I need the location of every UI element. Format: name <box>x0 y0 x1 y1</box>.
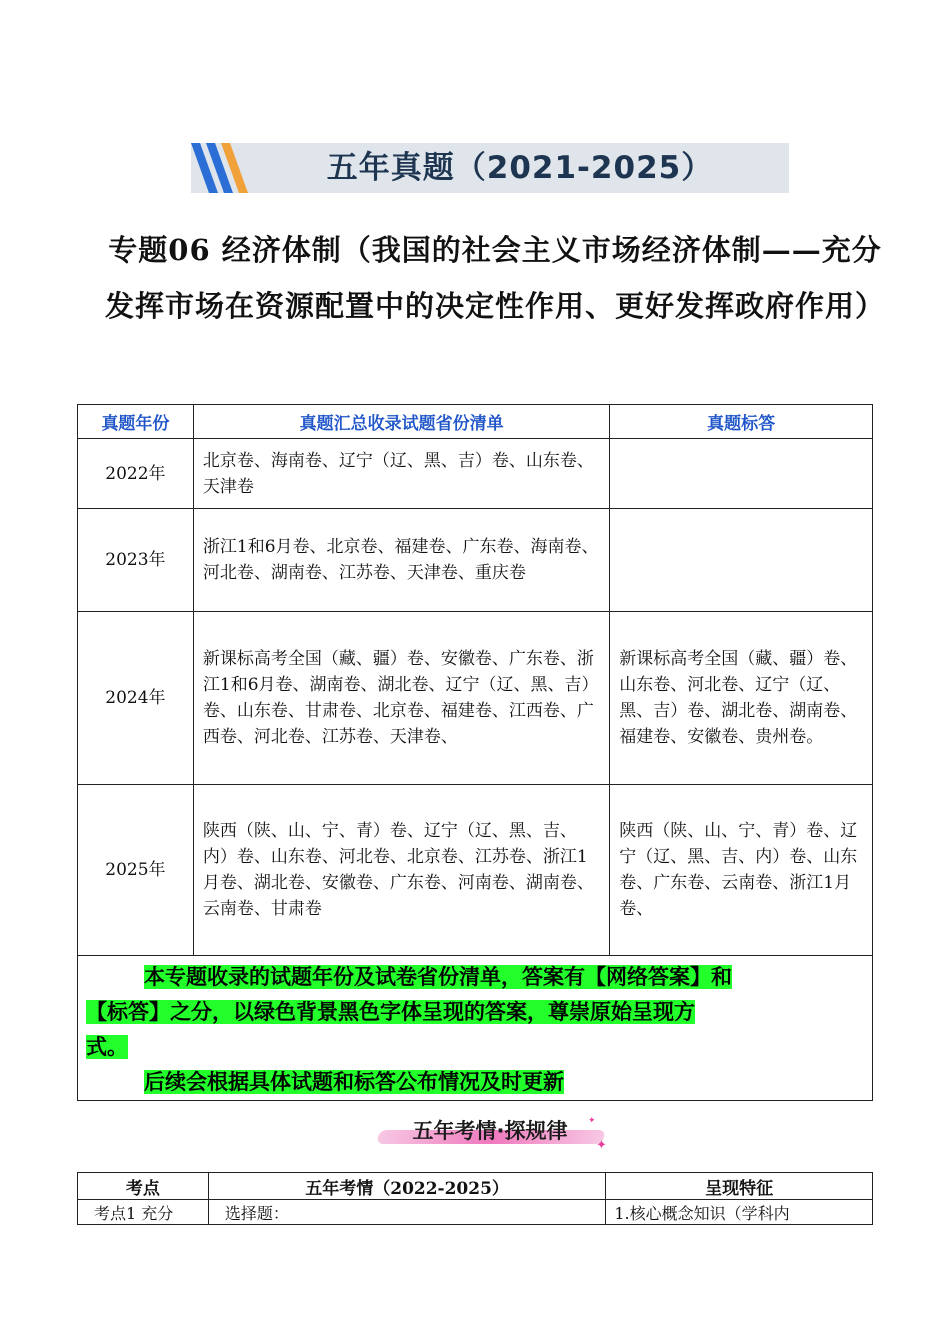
provinces-cell: 北京卷、海南卷、辽宁（辽、黑、吉）卷、山东卷、天津卷 <box>193 439 609 509</box>
feature-cell: 1.核心概念知识（学科内 <box>606 1200 873 1225</box>
answers-cell: 陕西（陕、山、宁、青）卷、辽宁（辽、黑、吉、内）卷、山东卷、广东卷、云南卷、浙江1月卷、 <box>610 785 873 956</box>
banner-title: 五年真题（2021-2025） <box>326 150 714 186</box>
note-line: 后续会根据具体试题和标答公布情况及时更新 <box>144 1070 564 1094</box>
title-banner <box>191 143 789 193</box>
sparkle-icon: ✦ <box>588 1116 596 1126</box>
note-cell <box>78 956 873 1101</box>
table-row <box>78 612 873 785</box>
answers-cell <box>610 509 873 612</box>
table-row <box>78 785 873 956</box>
provinces-cell: 浙江1和6月卷、北京卷、福建卷、广东卷、海南卷、河北卷、湖南卷、江苏卷、天津卷、重庆卷 <box>193 509 609 612</box>
summary-table <box>77 404 873 1101</box>
year-cell: 2025年 <box>78 785 194 956</box>
answers-cell: 新课标高考全国（藏、疆）卷、山东卷、河北卷、辽宁（辽、黑、吉）卷、湖北卷、湖南卷、福建卷、安徽卷、贵州卷。 <box>610 612 873 785</box>
year-cell: 2024年 <box>78 612 194 785</box>
table-row <box>78 509 873 612</box>
note-line: 本专题收录的试题年份及试卷省份清单，答案有【网络答案】和 <box>144 965 732 989</box>
situation-cell: 选择题： <box>208 1200 605 1225</box>
header-feature: 呈现特征 <box>606 1173 873 1200</box>
section-heading <box>370 1112 610 1153</box>
topic-title: 专题06 经济体制（我国的社会主义市场经济体制——充分发挥市场在资源配置中的决定性作用、更好发挥政府作用） <box>104 233 885 323</box>
header-year: 真题年份 <box>78 405 194 439</box>
table-header-row <box>78 1173 873 1200</box>
note-line: 【标答】之分，以绿色背景黑色字体呈现的答案，尊崇原始呈现方 <box>86 1000 695 1024</box>
note-row <box>78 956 873 1101</box>
answers-cell <box>610 439 873 509</box>
provinces-cell: 陕西（陕、山、宁、青）卷、辽宁（辽、黑、吉、内）卷、山东卷、河北卷、北京卷、江苏卷、浙江1月卷、湖北卷、安徽卷、广东卷、河南卷、湖南卷、云南卷、甘肃卷 <box>193 785 609 956</box>
year-cell: 2022年 <box>78 439 194 509</box>
table-row <box>78 1200 873 1225</box>
note-line: 式。 <box>86 1035 128 1059</box>
section-title: 五年考情·探规律 <box>412 1119 568 1143</box>
provinces-cell: 新课标高考全国（藏、疆）卷、安徽卷、广东卷、浙江1和6月卷、湖南卷、湖北卷、辽宁（辽、黑、吉）卷、山东卷、甘肃卷、北京卷、福建卷、江西卷、广西卷、河北卷、江苏卷、天津卷、 <box>193 612 609 785</box>
table-row <box>78 439 873 509</box>
header-point: 考点 <box>78 1173 209 1200</box>
point-cell: 考点1 充分 <box>78 1200 209 1225</box>
table-header-row <box>78 405 873 439</box>
header-answers: 真题标答 <box>610 405 873 439</box>
analysis-table <box>77 1172 873 1225</box>
header-provinces: 真题汇总收录试题省份清单 <box>193 405 609 439</box>
year-cell: 2023年 <box>78 509 194 612</box>
sparkle-icon: ✦ <box>596 1138 607 1153</box>
header-situation: 五年考情（2022-2025） <box>208 1173 605 1200</box>
